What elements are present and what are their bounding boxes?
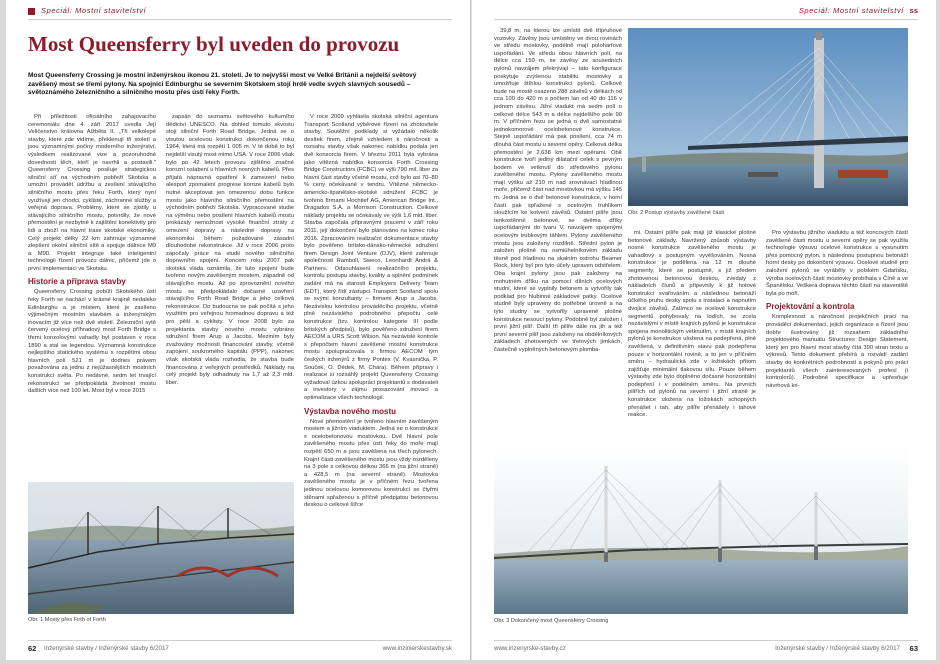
body-paragraph: Komplexnost a náročnost projekčních prací na prováděcí dokumentaci, jejich organizace a řízení jsou dobře ilustrovány již rozsahem základního projektového manuálu Structures Design Statement, který jen pro hlavní most stavby čítá 390 stran textu a výkresů. Tento dokument přebírá a rozvádí zadání stavby do konkrétních podrobností a pokynů pro práci projektantů všech zainteresovaných profesí (i kontrolorů). Podrobné specifikace a upřesňuje návrhová kri-	[766, 314, 908, 389]
right-header-title: Speciál: Mostní stavitelství	[798, 6, 904, 15]
left-magazine-name: Inženýrské stavby / Inženýrské stavby 6/2017	[44, 645, 169, 652]
body-paragraph: V roce 2009 vyhlásila skotská silniční agentura Transport Scotland výběrové řízení na zhotovitele stavby. Soutěžní podklady si vyžádalo několik desítek firem, zřejmě vzhledem k náročnosti a rozsahu stavby však nakonec nabídku podala jen dvě konsorcia firem. V březnu 2011 byla vybrána jako vítězná nabídka konsorcia Forth Crossing Bridge Constructors (FCBC) ve výši 790 mil. liber za hlavní část stavby včetně mostu, což bylo asi 70–80 % ceny očekávané v tendru. Vítězné německo-americko-španělsko-skotské sdružení FCBC je tvořeno firmami Hochtief AG, American Bridge Int., Dragados S.A. a Morrison Construction. Celkové náklady projektu se očekávaly ve výši 1,6 mld. liber. Stavba započala připravnými pracemi v září roku 2011, její dokončení bylo plánováno na konec roku 2016. Zpracováním realizační dokumentace stavby bylo pověřeno britsko-dánsko-německé sdružení firem Design Joint Venture (DJV), které zahrnuje společnosti Ramboll, Sweco, Leonhardt Andrä & Partners. Odsouhlasení realizačního projektu, kontrolu postupu stavby, kvality a splnění podmínek zadání má na starosti Employers Delivery Team (EDT), který řídí zástupci Transport Scotland spolu se svými konzultanty – firmami Arup a Jacobs. Nezávislou kontrolou prováděcího projektu, včetně plně nezávislého podrobného přepočtu celé konstrukce (tzv. kontrolou kategorie III podle britských předpisů), bylo pověřeno sdružení firem AECOM a URS Scott Wilson. Na nezávislé kontrole s přepočtem hlavní zavěšené mostní konstrukce mostu spolupracovala s firmou AECOM tým českých inženýrů z firmy Pontex (V. Kvasnička, P. Souček, O. Dědek, M. Chára). Během přípravy i realizace si rozsáhlý projekt Queensferry Crossing vyžadoval úzkou spolupráci projektantů s dodavateli a investory v zájmu prosazování inovací a optimalizace všech technologií.	[304, 114, 438, 401]
left-website-link[interactable]: www.inzinierskestavby.sk	[382, 645, 452, 652]
figure-2-construction-photo	[628, 28, 908, 206]
right-footer	[494, 640, 918, 652]
subheading-design: Projektování a kontrola	[766, 302, 855, 312]
completed-bridge-image	[494, 446, 908, 614]
article-title: Most Queensferry byl uveden do provozu	[28, 32, 400, 56]
body-paragraph: Queensferry Crossing pobíží Skotského ústí řeky Forth se nachází v krásné krajině nedaleko Edinburghu a je místem, které je zasíleno výjimečným mostním stavbám a inženýrským inovacím již více než dvě století. Železniční sytě červený ocelový příhradový most Forth Bridge s třemi konzolovými vahadly byl postaven v roce 1890 a stal se legendou. Významná konstrukce nejlepšího statického systému s rozpětími obou hlavních polí 521 m je dodnes právem považována za jednu z nejúžasnějších mostních konstrukcí světa. Po nedávné, sedm let trvající rekonstrukci se předpokládá životnost mostu dalších více než 100 let. Most byl v roce 2015	[28, 289, 156, 395]
left-column-2	[166, 114, 294, 478]
article-lead: Most Queensferry Crossing je mostní inženýrskou ikonou 21. století. Je to nejvyšší most ve Velké Británii a nejdelší světový zavěšený most se třemi pylony. Na spojnici Edinburghu se severním Skotskem stojí hrdě vedle svých slavných sousedů – světoznámého železničního a silničního mostu přes ústí řeky Forth.	[28, 72, 417, 96]
figure-3-caption: Obr. 3 Dokončený most Queensferry Crossing	[494, 618, 609, 624]
right-column-1	[494, 28, 622, 440]
left-column-3	[304, 114, 438, 620]
left-page-number: 62	[28, 644, 37, 653]
right-header-section: ss	[909, 6, 918, 15]
header-marker-square	[28, 8, 35, 15]
right-page	[472, 0, 936, 660]
left-page	[6, 0, 470, 660]
right-page-number: 63	[909, 644, 918, 653]
left-header-title: Speciál: Mostní stavitelství	[41, 6, 147, 15]
body-paragraph: 39,8 m, na kterou lze umístit dvě třípruhové vozovky. Závěsy jsou umístěny ve dvou rovinách ve středu mostovky, podélně mají poloharfové uspořádání. Ve středu obou hlavních polí, na délce cca 150 m, se závěsy ze sousedních pylonů navzájem překrývají – tato konfigurace poskytuje zvýšenou stabilitu mostovky a umožňuje štíhlou konstrukci pylonů. Celkově bude na mostě osazeno 288 závěsů v délkách od cca 100 do 420 m s počtem lan od 40 do 116 v jednom závěsu. Jižní viadukt má sedm polí o celkové délce 543 m a délce nejdelšího pole 90 m. V příčném řezu se jedná o dvě samostatné jednokomorové ocelobetonové konstrukce. Stejně uspořádání má pak posílení, cca 74 m dlouhá část mostu u severní opěry. Celková délka přemostění je 2,638 km mezi opěrami. Obě konstrukce tvoří jediný dilatační celek s pevným bodem ve vetknutí do středového pylonu zavěšeného mostu. Pylony zavěšeného mostu mají výšku až 210 m nad srovnávací hladinou moře, přičemž část nad mostovkou má výšku 145 m. Jedná se o dvě betonové konstrukce, v horní části pak spřažené s ocelovým truhlíkem sloužícím ke kotvení závěsů. Ostatní pilíře jsou tenkostěnné betonové, se dvěma dříky uspořádanými do tvaru V, navzájem spojenými ocelovým trubkovým táhlem. Pylony zavěšeného mostu jsou založeny rozdílně. Střední pylon je založen plošně na osmiúhelníkovém základu těsně pod hladinou na skalním ostrohu Beamer Rock, který byl pro tyto účely upraven odstřelem. Oba krajní pylony jsou pak založeny na mohutném dříku na pomocí dílních ocelových studní, které se vyplnily betonem a vytvořily tak podklad pro hlubinné základové patky. Ocelové studně byly upraveny do potřebné úrovně a na tyto studny se vytvořily upravené plošné konstrukce nesoucí pylony. Podobně byl založen i první jižní pilíř. Další tři pilíře dále na jih a též první severní pilíř jsou založeny na obdélníkových základech zhotovených ve třetových jímkách, částečně vyplněných betonovým plomba-	[494, 28, 622, 353]
right-column-3	[766, 230, 908, 440]
subheading-history: Historie a příprava stavby	[28, 277, 126, 287]
figure-1-bridges-photo	[28, 482, 294, 614]
left-footer	[28, 640, 452, 652]
body-paragraph: Při příležitosti oficiálního zahajovacího ceremoniálu dne 4. září 2017 uvedla Její Veličenstvo královna Alžběta II. „Tři velkolepé stavby, které zde vidíme, překlenují tři století a jsou významnými počiny moderního inženýrství, výsledkem realizované vize a pozoruhodné dovednosti těch, kteří je navrhli a postavili." Queensferry Crossing posiluje strategickou silniční síť na východním pobřeží Skotska a umožní provádět údržbu a zesílení stávajícího silničního mostu přes řeku Forth, který nyní využívají jen chodci, cyklisté, záchranné služby a veřejná doprava. Problémy, které se zjistily u stávajícího silničního mostu, potvrdily, že nové přemostění je nezbytné k zajištění konektivity pro lidi a zboží na hlavní trase skotské ekonomiky. Celý projekt délky 22 km zahrnuje významné zlepšení okolní silniční sítě a spojuje dálnice M9 a M90. Projekt integruje také inteligentní technologii řízení provozu dálnic, přičemž jde o první implementaci ve Skotsku.	[28, 114, 156, 272]
figure-2-caption: Obr. 2 Postup výstavby zavěšené části	[628, 210, 725, 216]
bridges-aerial-image	[28, 482, 294, 614]
construction-pylon-image	[628, 28, 908, 206]
right-website-link[interactable]: www.inzenyrske-stavby.cz	[494, 645, 566, 652]
figure-3-completed-bridge-photo	[494, 446, 908, 614]
figure-1-caption: Obr. 1 Mosty přes Firth of Forth	[28, 617, 106, 623]
subheading-construction: Výstavba nového mostu	[304, 406, 397, 416]
right-column-2	[628, 230, 756, 440]
body-paragraph: zapsán do seznamu světového kulturního dědictví UNESCO. Na dohled tomuto skvostu stojí silniční Forth Road Bridge. Jedná se o visutou ocelovou konstrukci dokončenou roku 1964, která má rozpětí 1 005 m. V té době to byl nejdelší visutý most mimo USA. V roce 2006 však bylo po 42 letech provozu zjištěno značné korozní oslabení u hlavních nosných kabelů. Přes přijatá nápravná opatření k zamezení nebo alespoň zpomalení progrese koroze kabelů bylo nutné akceptovat jen omezenou dobu funkce mostu jako hlavního silničního přemostění na východním pobřeží Skotska. Vypracované studie na výměnu nebo posílení hlavních kabelů mostu prokázaly nemožnost vysoké finanční ztráty z omezení dopravy a následné dopravy na ekonomiku během požadované zásadní dlouhodobé rekonstrukce. Již v roce 2006 proto započaly práce na studii nového silničního dopravního spojení. Koncem roku 2007 pak skotská vláda oznámila, že tuto spojení bude tvořeno novým zavěšeným mostem, západně od stávajícího mostu. Až po zprovoznění nového mostu se předpokládalo dočasné uzavření stávajícího Forth Road Bridge a jeho celková rekonstrukce. Do budoucna se pak počítá s jeho využitím pro veřejnou hromadnou dopravu a též pro pěší a cyklisty. V roce 2008 bylo za projektanta stavby nového mostu vybráno sdružení firem Arup a Jacobs. Meziním byly zvažovány možnosti financování stavby, včetně zapojení soukromého kapitálu (PPP), nakonec však skotská vláda rozhodla, že stavba bude financována z veřejných prostředků. Náklady na celý projekt byly odhadnuty na 1,7 až 2,3 mld. liber.	[166, 114, 294, 386]
right-running-header	[494, 6, 918, 20]
body-paragraph: Pro výstavbu jižního viaduktu a též koncových částí zavěšené části mostu u severní opěry se pak využila technologie výsuvu ocelové konstrukce s vysunutím přes pomocný pylon, s následnou postupnou betonáží horní desky po dokončení výsuvu. Ocelové studně pro založení pylonů se vyráběly v polském Gdańsku, výroba ocelových částí mostovky probíhala v Číně a ve Španělsku. Veškerá doprava těchto částí na staveniště byla po moři.	[766, 230, 908, 297]
left-running-header	[28, 6, 452, 20]
right-magazine-name: Inženýrské stavby / Inženýrské stavby 6/2017	[775, 645, 900, 652]
body-paragraph: Nové přemostění je tvořeno hlavním zavěšeným mostem a jižním viaduktem. Jedná se o konstrukce s ocelobetonovou mostovkou. Dvě hlavní pole zavěšeného mostu přes ústí řeky do moře mají rozpětí 650 m a jsou zavěšena na třech pylonech. Krajní části zavěšeného mostu jsou vždy rozděleny na 3 pole s celkovou délkou 366 m (na jižní straně) a 428,5 m (na severní straně). Mostovka zavěšeného mostu je v příčném řezu tvořena jedinou ocelovou komorovou konstrukcí se čtyřmi stěnami spřaženou s příčně předpjatou betonovou deskou o celkové šířce	[304, 418, 438, 509]
body-paragraph: mi. Ostatní pilíře pak mají již klasické plošné betonové základy. Navržený způsob výstavby nosné konstrukce zavěšeného mostu je vahadlový s postupným vyvěšováním. Nosná konstrukce je podělena na 12 m dlouhé segmenty, které se postupně, s již předem zhotovenou betonovou deskou, zvedaly z nákladních člunů a připevnily k již hotové konstrukci svařováním a následnou betonáží účkého pruhu desky spolu s instalací a napnutím dvojice závěsů. Zatímco se ocelové konstrukce segmentů pohybovaly na lodích, se zcela nezávislými v místě krajních pylonů je konstrukce spojena monolitickým vetknutím, v místě krajních pylonů je konstrukce uložena na podepřená, plně zavěšená, v definitivním stavu pak podepřena pouze v horizontální rovině, a to jen v příčném směru – hydraulická zde v ložiskách přitom zajišťuje minimální tlakovou sílu. Pouze během výstavby zde bylo doplněno dočasné horizontální podepření i v podélném směru. Na prvních pilířích od pylonů na severní i jižní straně je konstrukce uložena na ložiskách schopných přenášet i tah, aby pilíře přenášely i tahové reakce.	[628, 230, 756, 419]
